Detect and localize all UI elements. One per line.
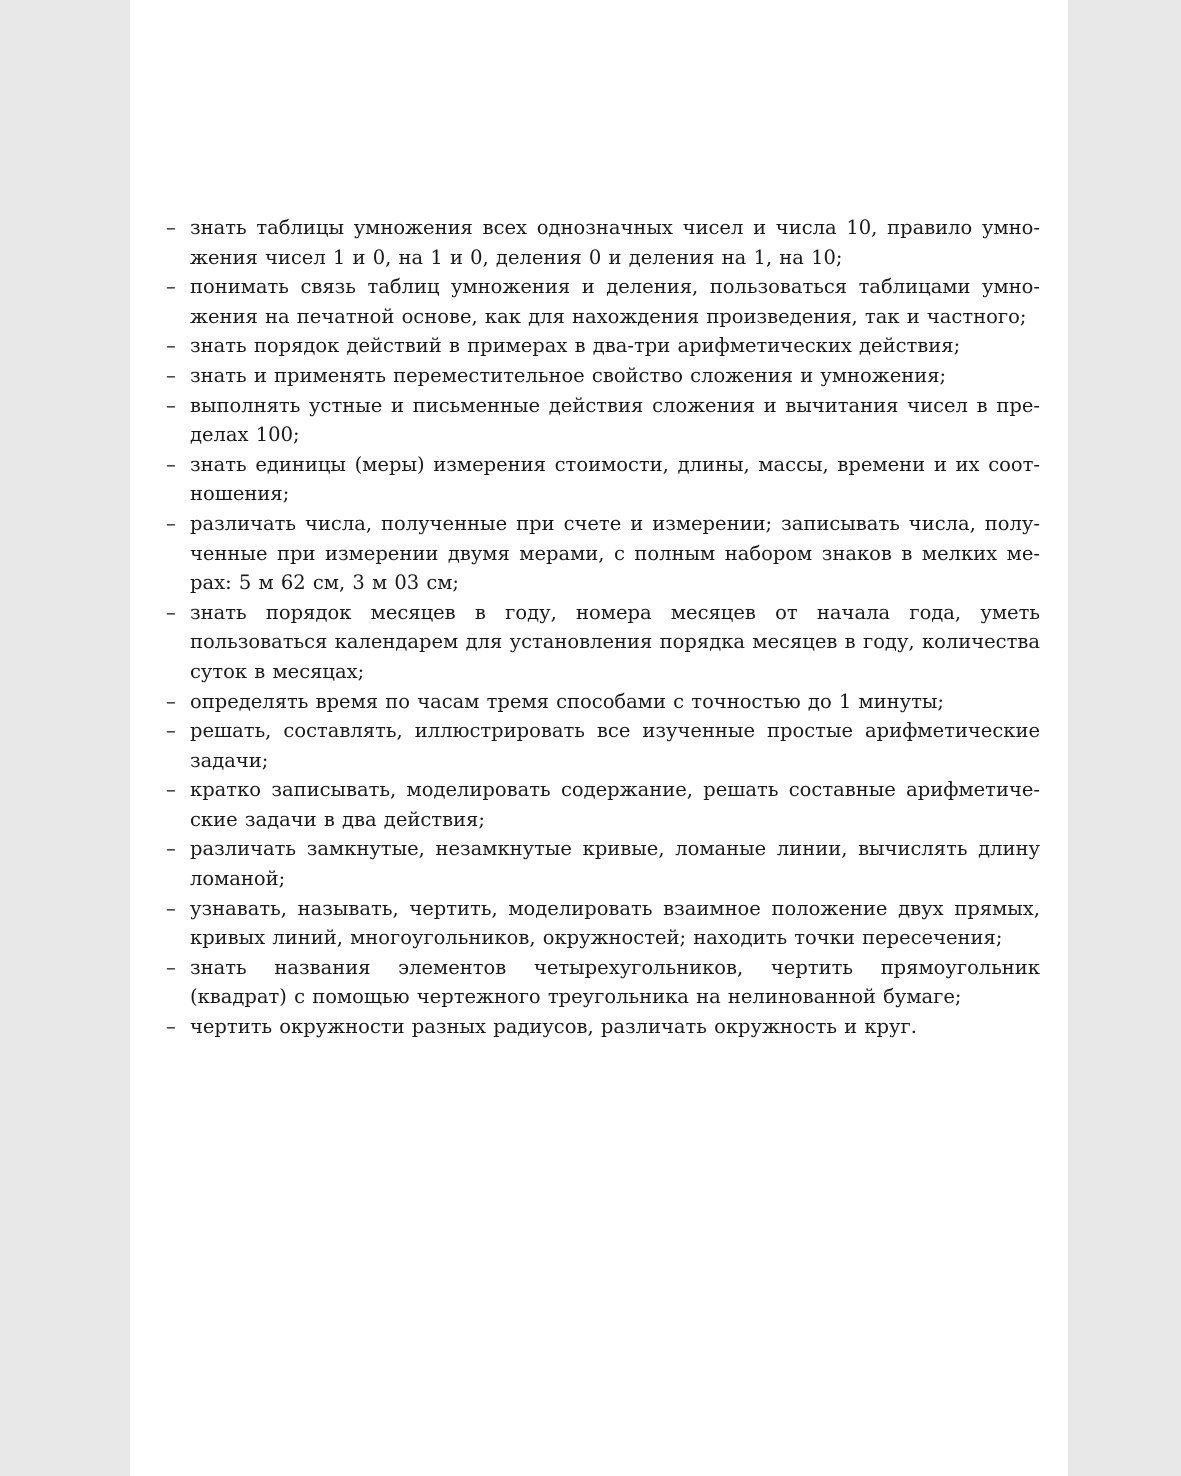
list-item-text: знать и применять переместительное свойство сложения и умножения; bbox=[190, 363, 947, 387]
list-item bbox=[166, 834, 1040, 893]
list-item-text: кратко записывать, моделировать содержание, решать составные арифметические задачи в два действия; bbox=[190, 778, 1040, 831]
list-item-text: знать порядок действий в примерах в два-три арифметических действия; bbox=[190, 334, 961, 358]
requirements-list bbox=[166, 213, 1040, 1042]
list-item-text: различать числа, полученные при счете и измерении; записывать числа, полученные при измерении двумя мерами, с полным набором знаков в мелких мерах: 5 м 62 см, 3 м 03 см; bbox=[190, 511, 1040, 595]
bullet-dash: – bbox=[166, 719, 176, 743]
list-item bbox=[166, 598, 1040, 687]
list-item bbox=[166, 1012, 1040, 1042]
list-item-text: решать, составлять, иллюстрировать все изученные простые арифметические задачи; bbox=[190, 719, 1040, 772]
bullet-dash: – bbox=[166, 955, 176, 979]
bullet-dash: – bbox=[166, 216, 176, 239]
list-item-text: понимать связь таблиц умножения и деления, пользоваться таблицами умножения на печатной основе, как для нахождения произведения, так и частного; bbox=[190, 275, 1040, 328]
bullet-dash: – bbox=[166, 363, 176, 387]
list-item bbox=[166, 687, 1040, 717]
list-item-text: узнавать, называть, чертить, моделировать взаимное положение двух прямых, кривых линий, многоугольников, окружностей; находить точки пересечения; bbox=[190, 896, 1040, 950]
list-item bbox=[166, 450, 1040, 509]
document-page bbox=[130, 0, 1068, 1476]
page-content bbox=[166, 213, 1040, 1042]
list-item-text: знать таблицы умножения всех однозначных чисел и числа 10, правило умножения чисел 1 и 0, на 1 и 0, деления 0 и деления на 1, на 10; bbox=[190, 216, 1040, 269]
bullet-dash: – bbox=[166, 837, 176, 861]
bullet-dash: – bbox=[166, 393, 176, 417]
list-item bbox=[166, 391, 1040, 450]
bullet-dash: – bbox=[166, 275, 176, 299]
bullet-dash: – bbox=[166, 689, 176, 713]
list-item bbox=[166, 272, 1040, 331]
list-item-text: знать единицы (меры) измерения стоимости, длины, массы, времени и их соотношения; bbox=[190, 452, 1040, 506]
list-item bbox=[166, 953, 1040, 1012]
list-item bbox=[166, 509, 1040, 598]
bullet-dash: – bbox=[166, 600, 176, 624]
list-item bbox=[166, 775, 1040, 834]
list-item-text: знать названия элементов четырехугольников, чертить прямоугольник (квадрат) с помощью чертежного треугольника на нелинованной бумаге; bbox=[190, 955, 1040, 1009]
list-item-text: знать порядок месяцев в году, номера месяцев от начала года, уметь пользоваться календарем для установления порядка месяцев в году, количества суток в месяцах; bbox=[190, 600, 1040, 683]
list-item bbox=[166, 331, 1040, 361]
bullet-dash: – bbox=[166, 1015, 176, 1039]
list-item bbox=[166, 716, 1040, 775]
list-item bbox=[166, 361, 1040, 391]
list-item-text: определять время по часам тремя способами с точностью до 1 минуты; bbox=[190, 689, 944, 713]
list-item-text: выполнять устные и письменные действия сложения и вычитания чисел в пределах 100; bbox=[190, 393, 1040, 447]
bullet-dash: – bbox=[166, 896, 176, 920]
bullet-dash: – bbox=[166, 452, 176, 476]
list-item bbox=[166, 213, 1040, 272]
list-item-text: чертить окружности разных радиусов, различать окружность и круг. bbox=[190, 1015, 917, 1039]
bullet-dash: – bbox=[166, 334, 176, 358]
list-item bbox=[166, 894, 1040, 953]
bullet-dash: – bbox=[166, 511, 176, 535]
bullet-dash: – bbox=[166, 778, 176, 802]
list-item-text: различать замкнутые, незамкнутые кривые, ломаные линии, вычислять длину ломаной; bbox=[190, 837, 1040, 891]
